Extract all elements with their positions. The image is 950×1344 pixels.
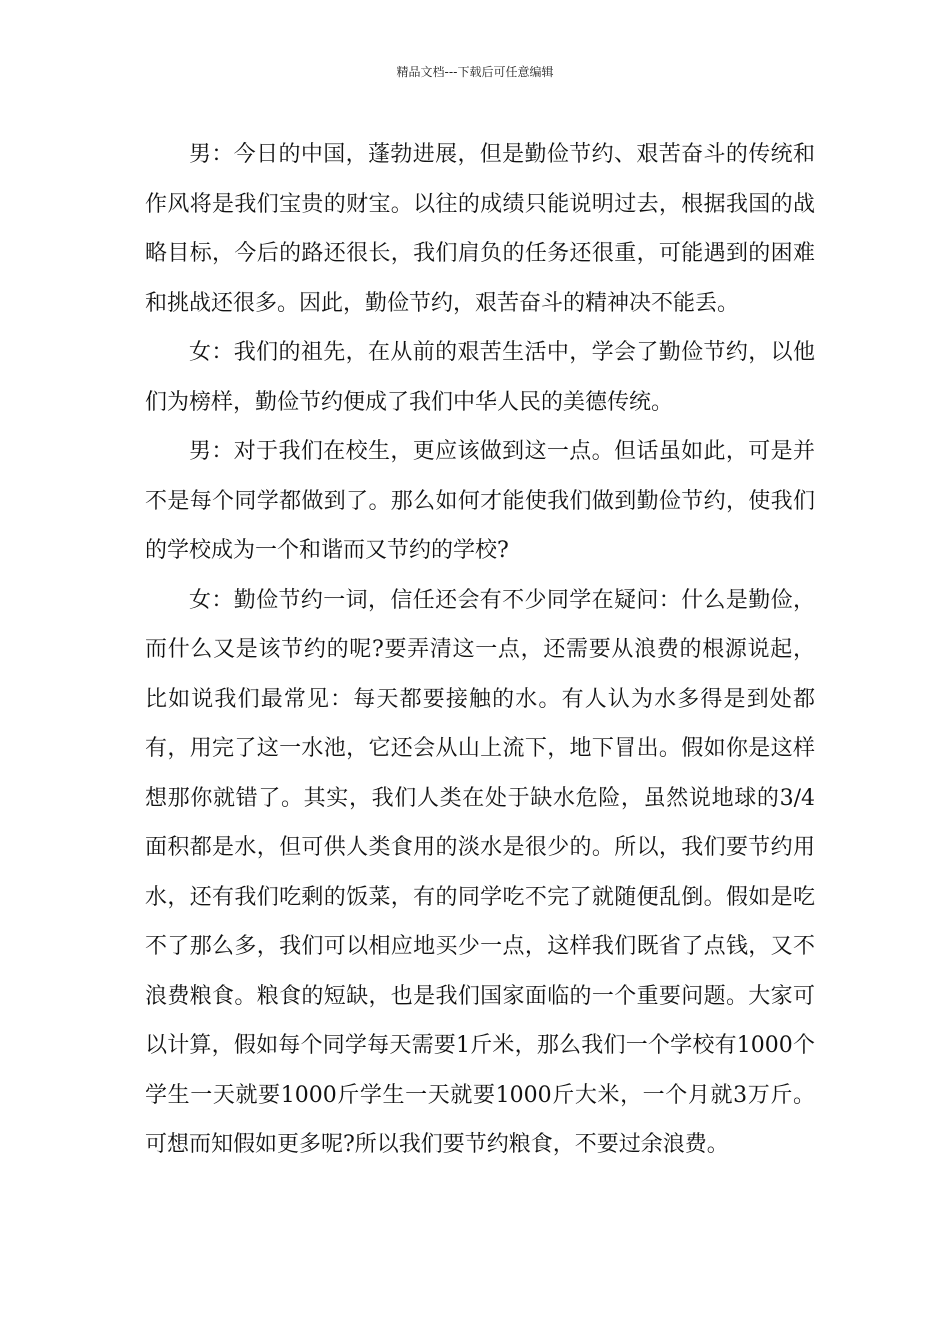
paragraph-3: 男：对于我们在校生，更应该做到这一点。但话虽如此，可是并不是每个同学都做到了。那么如何才能使我们做到勤俭节约，使我们的学校成为一个和谐而又节约的学校? xyxy=(145,439,815,563)
paragraph-4: 女：勤俭节约一词，信任还会有不少同学在疑问：什么是勤俭，而什么又是该节约的呢?要弄清这一点，还需要从浪费的根源说起，比如说我们最常见：每天都要接触的水。有人认为水多得是到处都有，用完了这一水池，它还会从山上流下，地下冒出。假如你是这样想那你就错了。其实，我们人类在处于缺水危险，虽然说地球的3/4面积都是水，但可供人类食用的淡水是很少的。所以，我们要节约用水，还有我们吃剩的饭菜，有的同学吃不完了就随便乱倒。假如是吃不了那么多，我们可以相应地买少一点，这样我们既省了点钱，又不浪费粮食。粮食的短缺，也是我们国家面临的一个重要问题。大家可以计算，假如每个同学每天需要1斤米，那么我们一个学校有1000个学生一天就要1000斤学生一天就要1000斤大米，一个月就3万斤。可想而知假如更多呢?所以我们要节约粮食，不要过余浪费。 xyxy=(145,587,815,1157)
page-header: 精品文档---下载后可任意编辑 xyxy=(396,65,554,79)
paragraph-2: 女：我们的祖先，在从前的艰苦生活中，学会了勤俭节约，以他们为榜样，勤俭节约便成了我们中华人民的美德传统。 xyxy=(145,340,815,415)
document-body xyxy=(145,130,815,1170)
paragraph-1: 男：今日的中国，蓬勃进展，但是勤俭节约、艰苦奋斗的传统和作风将是我们宝贵的财宝。以往的成绩只能说明过去，根据我国的战略目标，今后的路还很长，我们肩负的任务还很重，可能遇到的困难和挑战还很多。因此，勤俭节约，艰苦奋斗的精神决不能丢。 xyxy=(145,142,815,316)
